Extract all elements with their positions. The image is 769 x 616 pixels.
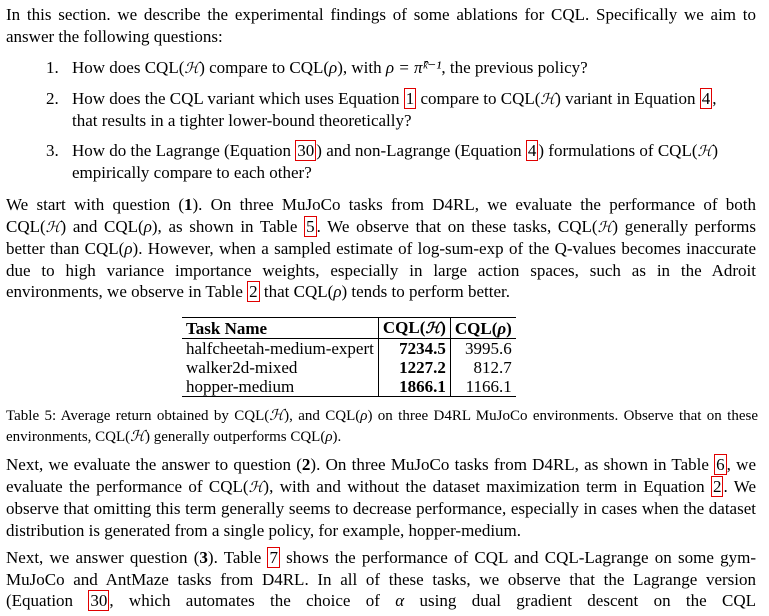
cql-h-cell: 7234.5 [378, 339, 450, 359]
table-header-row [182, 318, 516, 339]
intro-paragraph [6, 4, 756, 47]
task-cell: hopper-medium [182, 377, 378, 397]
table-link[interactable]: 2 [249, 282, 258, 301]
equation-link[interactable]: 2 [712, 476, 722, 496]
paragraph-question-3: Next, we answer question (3). Table 7 shows the performance of CQL and CQL-Lagrange on some gym-MuJoCo and AntMaze tasks from D4RL. In all of these tasks, we observe that the Lagrange version (Equation 30 , which automates the choice of α using dual gradient descent on the CQL [6, 548, 756, 610]
cql-h-cell: 1227.2 [378, 358, 450, 377]
question-list [46, 57, 758, 192]
equation-link[interactable]: 4 [527, 141, 537, 160]
task-cell: walker2d-mixed [182, 358, 378, 377]
table-row [182, 339, 516, 359]
cql-h-cell: 1866.1 [378, 377, 450, 397]
cql-rho-cell: 1166.1 [450, 377, 515, 397]
table-link[interactable]: 5 [306, 216, 315, 236]
table-link[interactable]: 7 [269, 548, 278, 567]
question-item-1: 1. How does CQL(ℋ) compare to CQL(ρ), with ρ = π̂ᵏ⁻¹, the previous policy? [46, 58, 588, 77]
paragraph-question-1: We start with question (1). On three MuJoCo tasks from D4RL, we evaluate the performance of both CQL(ℋ) and CQL(ρ), as shown in Table 5 . We observe that on these tasks, CQL(ℋ) generally performs better than CQL(ρ). However, when a sampled estimate of log-sum-exp of the Q-values becomes inaccurate due to high variance importance weights, especially in large action spaces, such as in the Adroit environments, we observe in Table 2 that CQL(ρ) tends to perform better. [6, 195, 756, 301]
intro-line-1: In this section. we describe the experimental findings of some ablations for CQL. Specifically we [6, 5, 704, 24]
results-table [182, 317, 516, 397]
table-link[interactable]: 6 [716, 455, 725, 474]
table-row [182, 377, 516, 397]
equation-link[interactable]: 30 [90, 591, 108, 610]
column-header-cql-h: CQL(ℋ) [378, 318, 450, 339]
paragraph-question-2: Next, we evaluate the answer to question (2). On three MuJoCo tasks from D4RL, as shown in Table 6 , we evaluate the performance of CQL(ℋ), with and without the dataset maximization term in Equation 2 . We observe that omitting this term generally seems to decrease performance, especially in cases when the dataset distribution is generated from a single policy, for example, hopper-medium. [6, 455, 756, 540]
column-header-task: Task Name [182, 318, 378, 339]
equation-link[interactable]: 1 [405, 89, 415, 108]
cql-rho-cell: 812.7 [473, 358, 512, 377]
equation-link[interactable]: 30 [297, 141, 315, 160]
table-caption: Table 5: Average return obtained by CQL(ℋ), and CQL(ρ) on three D4RL MuJoCo environments. Observe that on these environments, CQL(ℋ) generally outperforms CQL(ρ). [6, 406, 758, 445]
equation-link[interactable]: 4 [701, 89, 711, 108]
cql-rho-cell: 3995.6 [465, 339, 512, 358]
question-item-3: 3. How do the Lagrange (Equation 30 ) and non-Lagrange (Equation 4 ) formulations of CQL(ℋ) empirically compare to each other? [46, 141, 718, 182]
table-row [182, 358, 516, 377]
question-item-2: 2. How does the CQL variant which uses Equation 1 compare to CQL(ℋ) variant in Equation 4 , that results in a tighter lower-bound theoretically? [46, 89, 717, 130]
rho-definition: ρ = π̂ᵏ⁻¹ [385, 58, 442, 77]
caption-label: Table 5: [6, 408, 57, 424]
intro-line-2: aim to answer the following questions: [6, 5, 756, 46]
column-header-cql-rho: CQL(ρ) [450, 318, 515, 339]
task-cell: halfcheetah-medium-expert [182, 339, 378, 359]
